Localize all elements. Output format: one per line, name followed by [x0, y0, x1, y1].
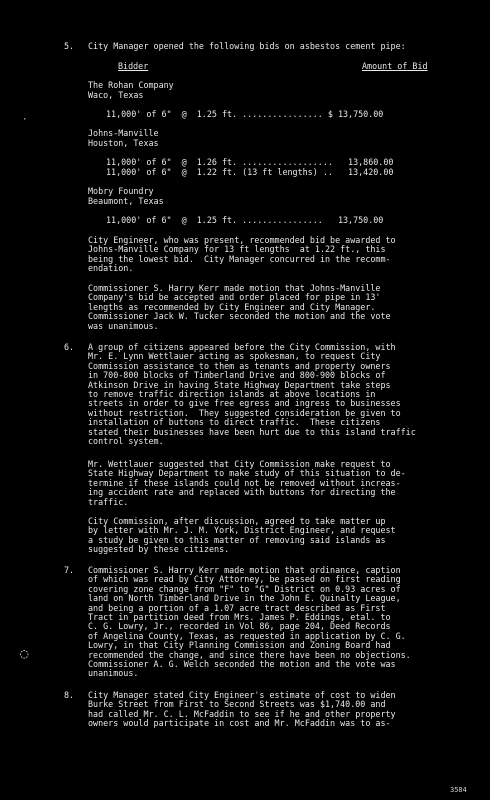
- amount-header: Amount of Bid: [362, 61, 428, 71]
- bidder-2-name: Johns-Manville: [88, 128, 159, 138]
- scan-speck-mark: ·: [22, 115, 28, 125]
- item-6-paragraph-3: City Commission, after discussion, agreed to take matter up by letter with Mr. J. M. York, District Engineer, and request a study be given to this matter of removing said islands as suggested by these citizens.: [88, 516, 396, 555]
- bidder-2-line-1: 11,000' of 6" @ 1.26 ft. .................. 13,860.00: [106, 157, 394, 167]
- item-7-number: 7.: [64, 565, 75, 575]
- bidder-1-line: 11,000' of 6" @ 1.25 ft. ................ $ 13,750.00: [106, 109, 384, 119]
- corner-mark: 3584: [450, 786, 467, 794]
- bidder-2-city: Houston, Texas: [88, 138, 159, 148]
- item-5-paragraph-1: City Engineer, who was present, recommended bid be awarded to Johns-Manville Company for 13 ft lengths at 1.22 ft., this being the lowest bid. City Manager concurred in the recomm- endation.: [88, 235, 396, 274]
- bidder-3-name: Mobry Foundry: [88, 186, 154, 196]
- item-8-number: 8.: [64, 690, 75, 700]
- item-7-paragraph-1: Commissioner S. Harry Kerr made motion that ordinance, caption of which was read by City Attorney, be passed on first reading covering zone change from "F" to "G" District on 0.93 acres of land on North Timberland Drive in the John E. Quinalty League, and being a portion of a 1.07 acre tract described as First Tract in partition deed from Mrs. James P. Eddings, etal. to C. G. Lowry, Jr., recorded in Vol 86, page 204, Deed Records of Angelina County, Texas, as requested in application by C. G. Lowry, in that City Planning Commission and Zoning Board had recommended the change, and since there have been no objections. Commissioner A. G. Welch seconded the motion and the vote was unanimous.: [88, 565, 411, 679]
- item-5-intro: City Manager opened the following bids on asbestos cement pipe:: [88, 41, 406, 51]
- bidder-header: Bidder: [118, 61, 149, 71]
- bidder-3-line: 11,000' of 6" @ 1.25 ft. ................ 13,750.00: [106, 215, 384, 225]
- bidder-2-line-2: 11,000' of 6" @ 1.22 ft. (13 ft lengths) .. 13,420.00: [106, 167, 394, 177]
- bidder-1-city: Waco, Texas: [88, 90, 144, 100]
- item-6-number: 6.: [64, 342, 75, 352]
- item-6-paragraph-1: A group of citizens appeared before the City Commission, with Mr. E. Lynn Wettlauer acting as spokesman, to request City Commission assistance to them as tenants and property owners in 700-800 blocks of Timberland Drive and 800-900 blocks of Atkinson Drive in having State Highway Department take steps to remove traffic direction islands at above locations in streets in order to give free egress and ingress to businesses without restriction. They suggested consideration be given to installation of buttons to direct traffic. These citizens stated their businesses have been hurt due to this island traffic control system.: [88, 342, 416, 447]
- bidder-3-city: Beaumont, Texas: [88, 196, 164, 206]
- item-6-paragraph-2: Mr. Wettlauer suggested that City Commission make request to State Highway Department to make study of this situation to de- termine if these islands could not be removed without increas- ing accident rate and replaced with buttons for directing the traffic.: [88, 459, 406, 507]
- scan-ring-mark: ◌: [20, 646, 29, 662]
- item-5-number: 5.: [64, 41, 75, 51]
- item-5-paragraph-2: Commissioner S. Harry Kerr made motion that Johns-Manville Company's bid be accepted and order placed for pipe in 13' lengths as recommended by City Engineer and City Manager. Commissioner Jack W. Tucker seconded the motion and the vote was unanimous.: [88, 283, 391, 331]
- bidder-1-name: The Rohan Company: [88, 80, 174, 90]
- item-8-paragraph-1: City Manager stated City Engineer's estimate of cost to widen Burke Street from First to Second Streets was $1,740.00 and had called Mr. C. L. McFaddin to see if he and other property owners would participate in cost and Mr. McFaddin was to as-: [88, 690, 396, 729]
